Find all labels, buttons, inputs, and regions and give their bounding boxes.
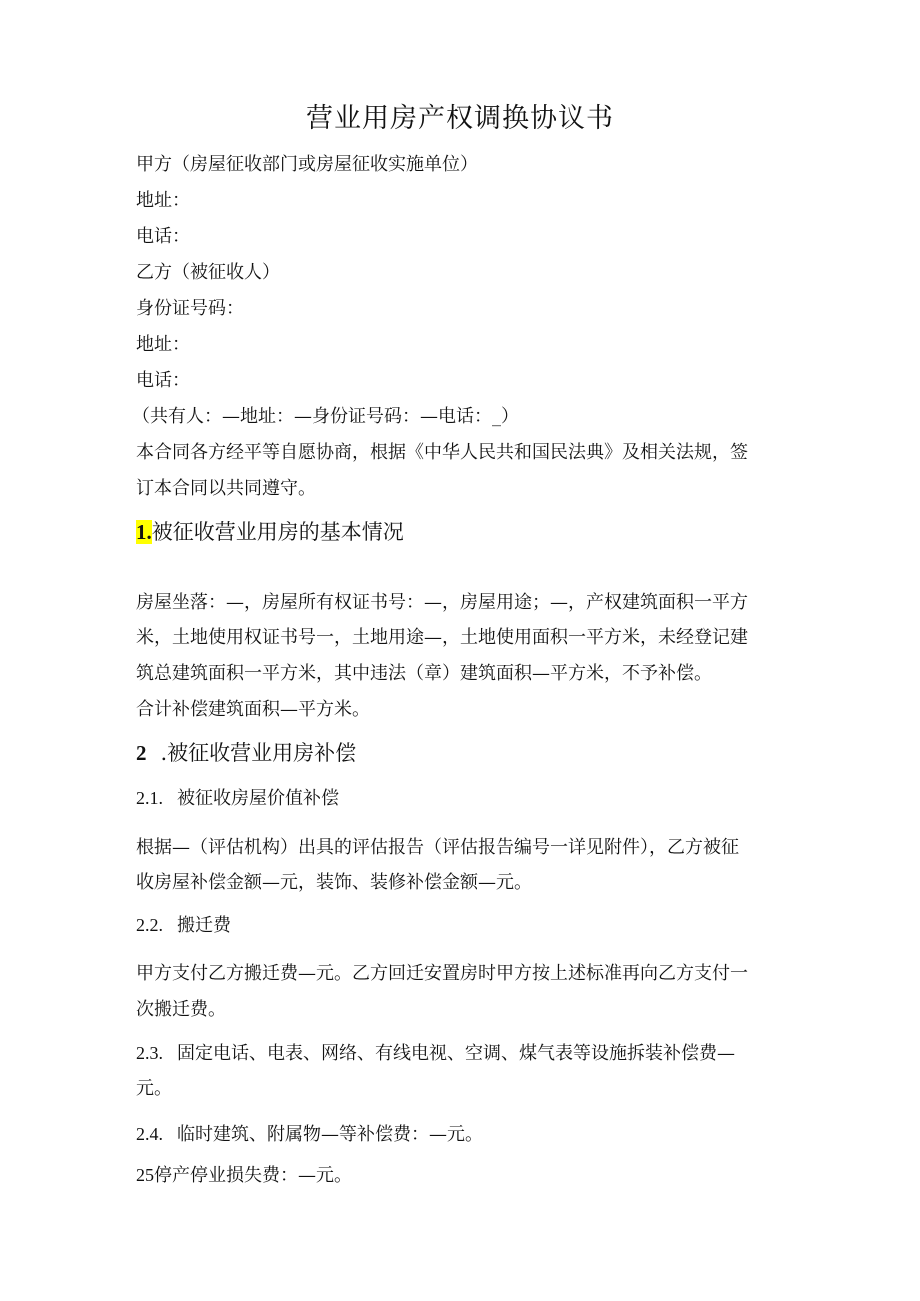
- subsection-2-2-body-line-1: 甲方支付乙方搬迁费—元。乙方回迁安置房时甲方按上述标准再向乙方支付一: [136, 963, 748, 984]
- subsection-2-1-heading: [136, 786, 339, 811]
- subsection-2-5-line: [136, 1163, 352, 1188]
- subsection-2-4-text: 临时建筑、附属物—等补偿费：—元。: [177, 1124, 483, 1145]
- section-1-body-line-1: 房屋坐落：—，房屋所有权证书号：—，房屋用途；—，产权建筑面积一平方: [136, 592, 748, 613]
- section-1-title: 被征收营业用房的基本情况: [151, 520, 404, 544]
- party-b-phone: 电话：: [136, 370, 190, 391]
- party-b-address: 地址：: [136, 334, 190, 355]
- subsection-2-4-number: 2.4.: [136, 1124, 163, 1144]
- section-2-heading: [136, 739, 356, 767]
- party-b-label: 乙方（被征收人）: [136, 262, 280, 283]
- party-a-address: 地址：: [136, 190, 190, 211]
- section-1-body-line-2: 米，土地使用权证书号一，土地用途—，土地使用面积一平方米，未经登记建: [136, 627, 748, 648]
- section-1-number: 1.: [136, 520, 152, 544]
- section-1-heading: [136, 518, 404, 546]
- subsection-2-5-number: 25: [136, 1165, 154, 1185]
- party-a-phone: 电话：: [136, 226, 190, 247]
- subsection-2-3-continuation: 元。: [136, 1078, 172, 1099]
- subsection-2-1-title: 被征收房屋价值补偿: [177, 788, 339, 809]
- subsection-2-1-body-line-2: 收房屋补偿金额—元，装饰、装修补偿金额—元。: [136, 872, 532, 893]
- document-title: 营业用房产权调换协议书: [306, 103, 614, 134]
- subsection-2-3-number: 2.3.: [136, 1043, 163, 1063]
- party-a-label: 甲方（房屋征收部门或房屋征收实施单位）: [136, 154, 478, 175]
- subsection-2-3-line: [136, 1041, 735, 1066]
- subsection-2-5-text: 停产停业损失费：—元。: [154, 1165, 352, 1186]
- section-2-number: 2: [136, 741, 147, 765]
- subsection-2-1-body-line-1: 根据—（评估机构）出具的评估报告（评估报告编号一详见附件），乙方被征: [136, 837, 739, 858]
- subsection-2-2-title: 搬迁费: [177, 915, 231, 936]
- subsection-2-2-body-line-2: 次搬迁费。: [136, 999, 226, 1020]
- subsection-2-4-line: [136, 1122, 483, 1147]
- preamble-line-1: 本合同各方经平等自愿协商，根据《中华人民共和国民法典》及相关法规，签: [136, 442, 748, 463]
- section-1-body-line-3: 筑总建筑面积一平方米，其中违法（章）建筑面积—平方米，不予补偿。: [136, 663, 712, 684]
- section-2-title: .被征收营业用房补偿: [160, 741, 357, 765]
- co-owner-line: （共有人：—地址：—身份证号码：—电话：_）: [132, 406, 519, 427]
- subsection-2-2-number: 2.2.: [136, 915, 163, 935]
- subsection-2-1-number: 2.1.: [136, 788, 163, 808]
- section-1-body-line-4: 合计补偿建筑面积—平方米。: [136, 699, 370, 720]
- subsection-2-2-heading: [136, 913, 231, 938]
- preamble-line-2: 订本合同以共同遵守。: [136, 478, 316, 499]
- subsection-2-3-text: 固定电话、电表、网络、有线电视、空调、煤气表等设施拆装补偿费—: [177, 1043, 735, 1064]
- party-b-id-number: 身份证号码：: [136, 298, 244, 319]
